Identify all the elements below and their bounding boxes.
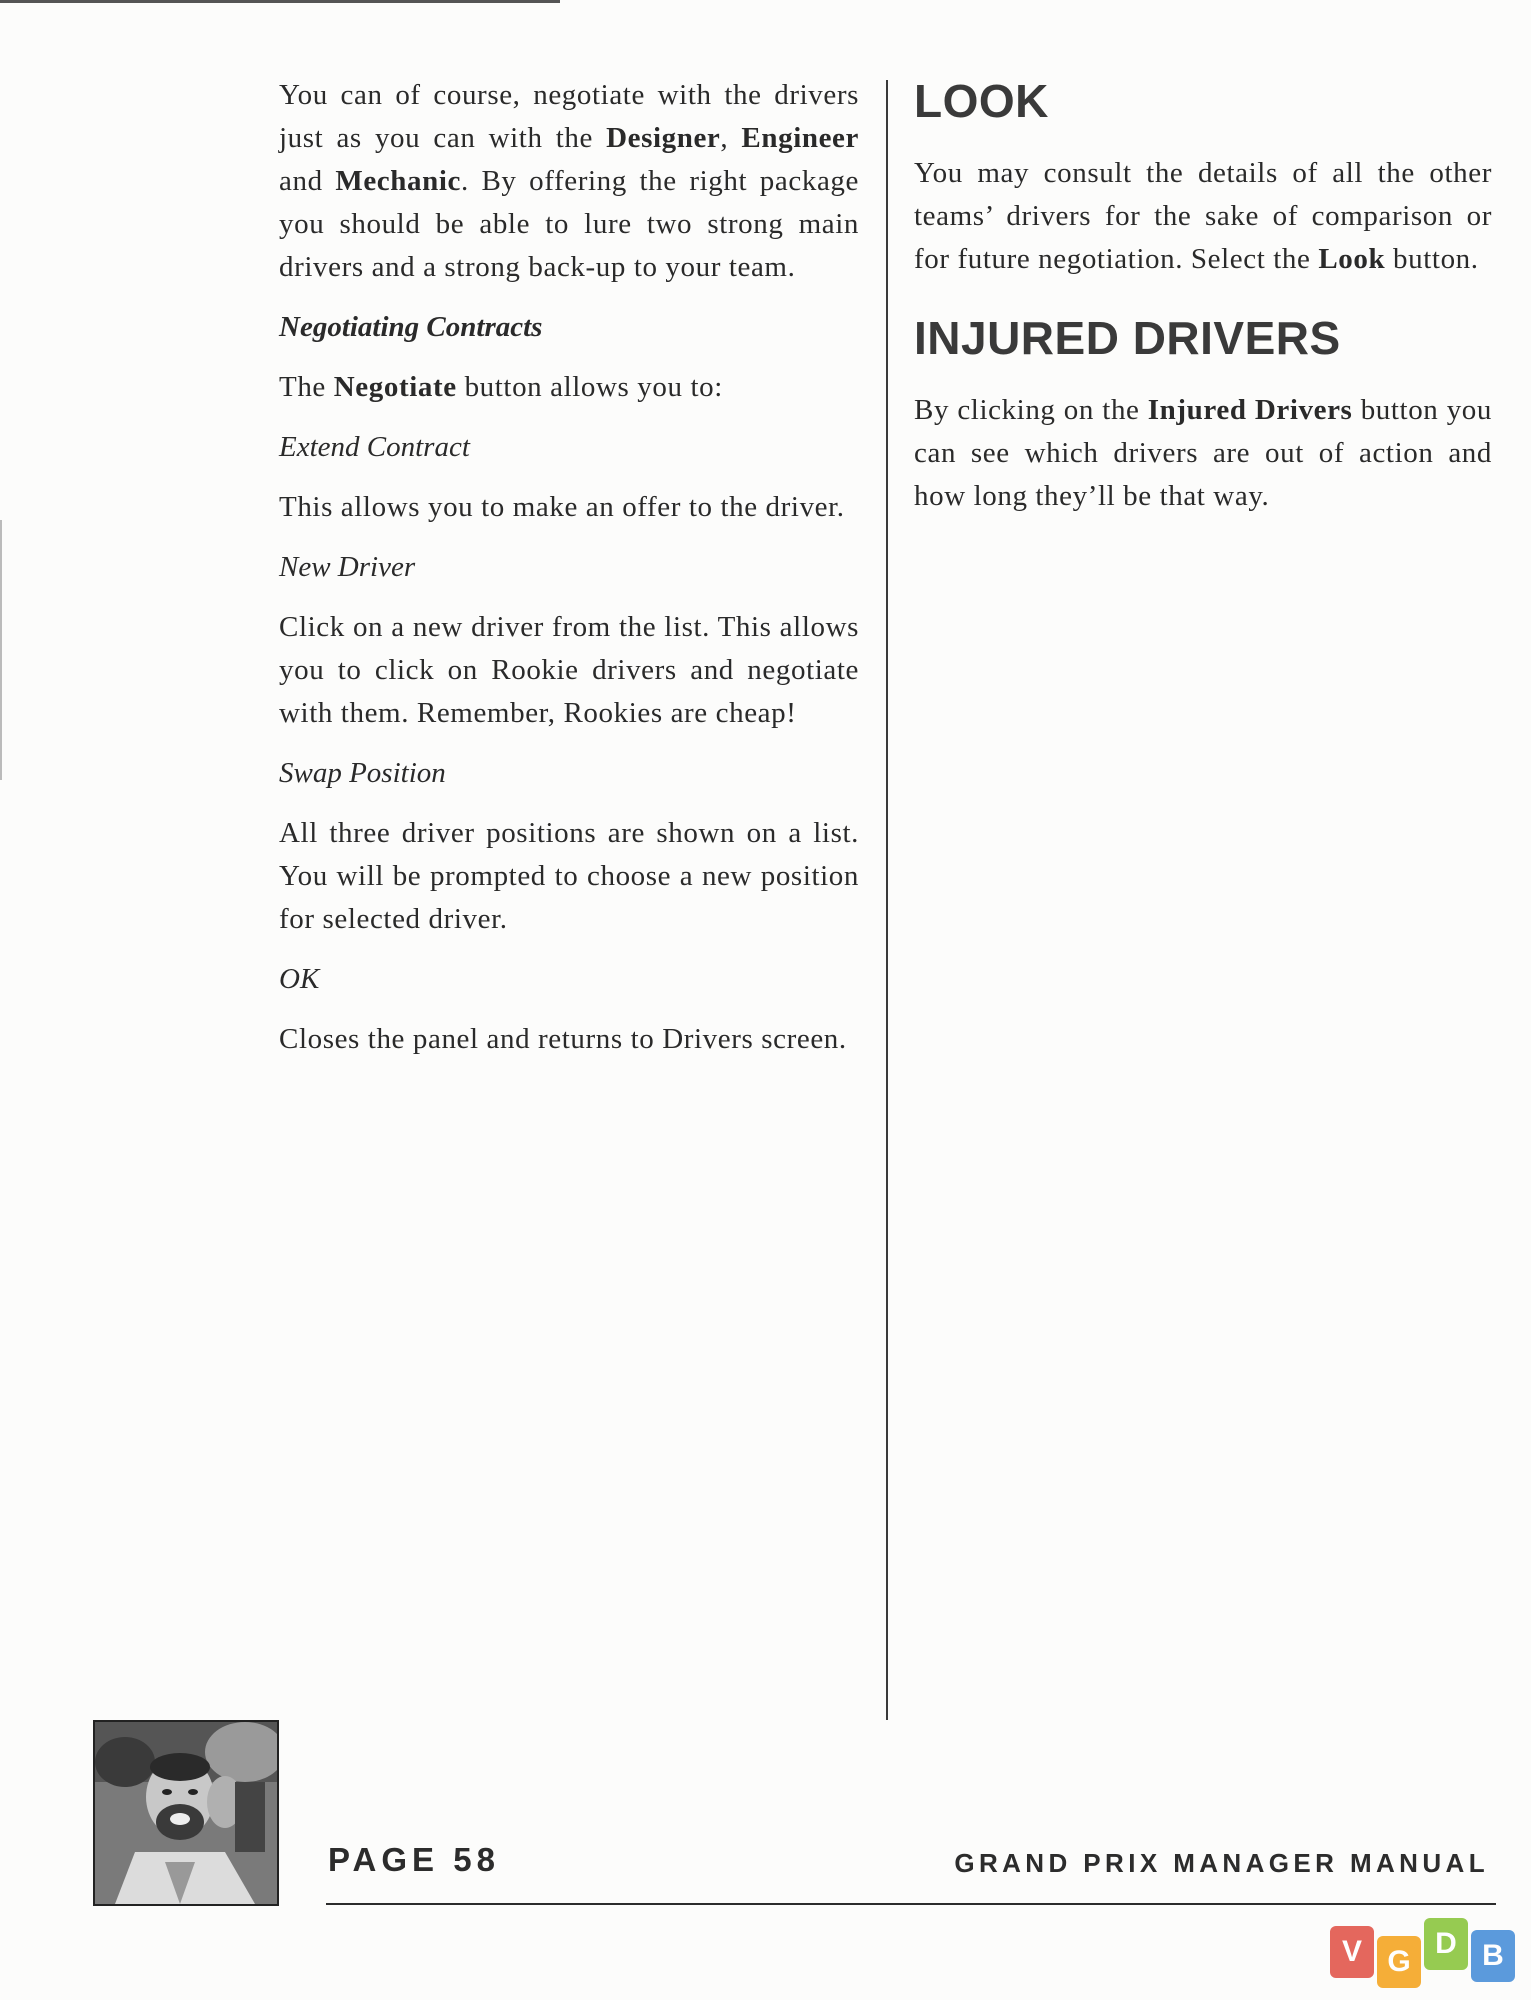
intro-text-4: . By offering the right package you should be able to lure two strong main drivers and a strong back-up to your team.	[279, 165, 859, 283]
column-divider	[886, 80, 888, 1720]
look-heading: LOOK	[914, 75, 1049, 127]
injured-paragraph	[914, 389, 1492, 518]
vgdb-watermark-logo	[1330, 1926, 1515, 1988]
option-text: This allows you to make an offer to the driver.	[279, 491, 845, 523]
footer-rule	[326, 1903, 1496, 1905]
vgdb-tile-b: B	[1471, 1930, 1515, 1982]
engineer-term: Engineer	[741, 122, 859, 154]
intro-text-2: ,	[720, 122, 742, 154]
vgdb-tile-d: D	[1424, 1918, 1468, 1970]
option-title: New Driver	[279, 551, 416, 583]
driver-photo	[93, 1720, 279, 1906]
injured-text-2: button you can see which drivers are out of action and how long they’ll be that way.	[914, 394, 1492, 512]
option-title: OK	[279, 963, 320, 995]
left-column	[279, 74, 859, 1078]
vgdb-tile-v: V	[1330, 1926, 1374, 1978]
page-number: PAGE 58	[328, 1841, 500, 1878]
option-title: Extend Contract	[279, 431, 470, 463]
look-paragraph	[914, 152, 1492, 281]
negotiate-text-2: button allows you to:	[456, 371, 723, 403]
intro-paragraph	[279, 74, 859, 289]
left-scan-edge	[0, 520, 2, 780]
option-text: Click on a new driver from the list. This allows you to click on Rookie drivers and negotiate with them. Remember, Rookies are cheap!	[279, 611, 859, 729]
negotiate-term: Negotiate	[333, 371, 457, 403]
negotiate-paragraph	[279, 366, 859, 409]
driver-photo-illustration	[95, 1722, 277, 1904]
top-scan-edge	[0, 0, 560, 3]
negotiate-text-1: The	[279, 371, 334, 403]
injured-text-1: By clicking on the	[914, 394, 1148, 426]
option-text: All three driver positions are shown on a list. You will be prompted to choose a new position for selected driver.	[279, 817, 859, 935]
injured-drivers-term: Injured Drivers	[1147, 394, 1353, 426]
look-term: Look	[1318, 243, 1386, 275]
look-text-1: You may consult the details of all the other teams’ drivers for the sake of comparison or for future negotiation. Select the	[914, 157, 1492, 275]
mechanic-term: Mechanic	[335, 165, 461, 197]
negotiating-contracts-heading: Negotiating Contracts	[279, 311, 543, 343]
vgdb-tile-g: G	[1377, 1936, 1421, 1988]
intro-text-3: and	[279, 165, 336, 197]
option-text: Closes the panel and returns to Drivers screen.	[279, 1023, 847, 1055]
option-title: Swap Position	[279, 757, 446, 789]
injured-drivers-heading: INJURED DRIVERS	[914, 312, 1341, 364]
intro-text-1: You can of course, negotiate with the drivers just as you can with the	[279, 79, 859, 154]
manual-title: GRAND PRIX MANAGER MANUAL	[954, 1848, 1489, 1878]
right-column	[914, 74, 1492, 535]
designer-term: Designer	[606, 122, 721, 154]
look-text-2: button.	[1385, 243, 1479, 275]
